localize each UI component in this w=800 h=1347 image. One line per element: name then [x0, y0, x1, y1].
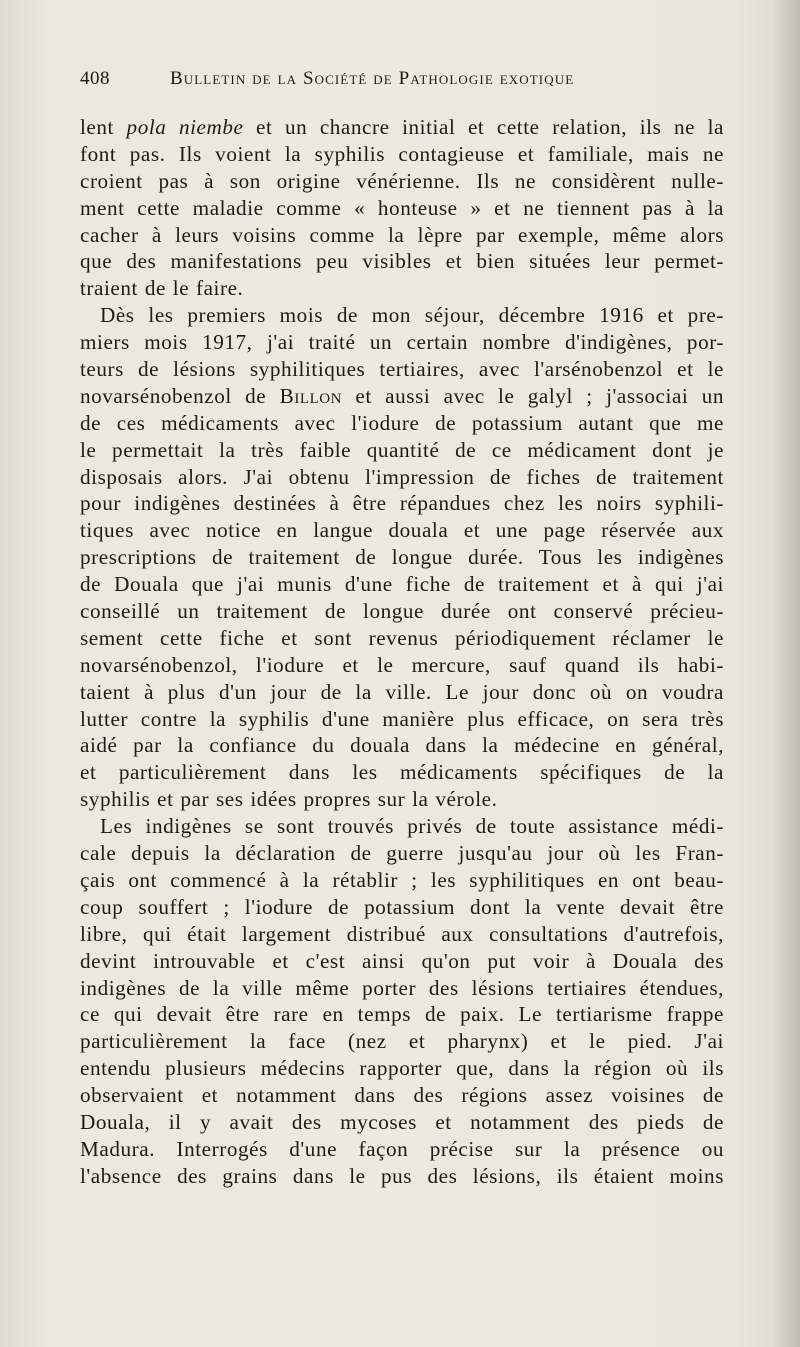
text-line: Madura. Interrogés d'une façon précise sur la présence ou — [80, 1136, 724, 1161]
text-line: ce qui devait être rare en temps de paix. Le tertiarisme frappe — [80, 1002, 724, 1027]
paragraph-first-line: Dès les premiers mois de mon séjour, décembre 1916 et pre- — [100, 303, 724, 328]
text-line: particulièrement la face (nez et pharynx) et le pied. J'ai — [80, 1029, 724, 1054]
journal-title: Bulletin de la Société de Pathologie exotique — [170, 68, 575, 89]
text-line: le permettait la très faible quantité de ce médicament dont je — [80, 437, 724, 462]
paragraph-first-line: Les indigènes se sont trouvés privés de toute assistance médi- — [100, 814, 724, 839]
body-text — [80, 114, 724, 1190]
running-head — [80, 68, 720, 96]
italic-term: pola niembe — [126, 115, 244, 139]
text-line: ment cette maladie comme « honteuse » et ne tiennent pas à la — [80, 195, 724, 220]
text-line: Douala, il y avait des mycoses et notamment des pieds de — [80, 1109, 724, 1134]
text-line: disposais alors. J'ai obtenu l'impression de fiches de traitement — [80, 464, 724, 489]
text-line: devint introuvable et c'est ainsi qu'on put voir à Douala des — [80, 948, 724, 973]
text-line: indigènes de la ville même porter des lésions tertiaires étendues, — [80, 975, 724, 1000]
text-line: font pas. Ils voient la syphilis contagieuse et familiale, mais ne — [80, 141, 724, 166]
text-line: tiques avec notice en langue douala et une page réservée aux — [80, 518, 724, 543]
text-line: cale depuis la déclaration de guerre jusqu'au jour où les Fran- — [80, 841, 724, 866]
text-line: novarsénobenzol, l'iodure et le mercure, sauf quand ils habi- — [80, 652, 724, 677]
text-line: prescriptions de traitement de longue durée. Tous les indigènes — [80, 545, 724, 570]
text-line: novarsénobenzol de Billon et aussi avec le galyl ; j'associai un — [80, 383, 724, 408]
text-line: pour indigènes destinées à être répandues chez les noirs syphili- — [80, 491, 724, 516]
text-line: lutter contre la syphilis d'une manière plus efficace, on sera très — [80, 706, 724, 731]
author-name: Billon — [279, 383, 343, 408]
text-line: de ces médicaments avec l'iodure de potassium autant que me — [80, 410, 724, 435]
text-line: lent pola niembe et un chancre initial et cette relation, ils ne la — [80, 115, 724, 139]
text-line: aidé par la confiance du douala dans la médecine en général, — [80, 733, 724, 758]
text-line: entendu plusieurs médecins rapporter que, dans la région où ils — [80, 1056, 724, 1081]
text-line: croient pas à son origine vénérienne. Ils ne considèrent nulle- — [80, 168, 724, 193]
text-line: teurs de lésions syphilitiques tertiaires, avec l'arsénobenzol et le — [80, 357, 724, 382]
text-line: libre, qui était largement distribué aux consultations d'autrefois, — [80, 921, 724, 946]
text-line: cacher à leurs voisins comme la lèpre par exemple, même alors — [80, 222, 724, 247]
text-line: l'absence des grains dans le pus des lésions, ils étaient moins — [80, 1163, 724, 1188]
text-line: traient de le faire. — [80, 276, 244, 301]
page-number: 408 — [80, 68, 110, 89]
text-line: que des manifestations peu visibles et bien situées leur permet- — [80, 249, 724, 274]
text-line: taient à plus d'un jour de la ville. Le jour donc où on voudra — [80, 679, 724, 704]
text-line: observaient et notamment dans des régions assez voisines de — [80, 1083, 724, 1108]
text-line: miers mois 1917, j'ai traité un certain nombre d'indigènes, por- — [80, 330, 724, 355]
text-line: conseillé un traitement de longue durée ont conservé précieu- — [80, 599, 724, 624]
text-line: de Douala que j'ai munis d'une fiche de traitement et à qui j'ai — [80, 572, 724, 597]
text-line: syphilis et par ses idées propres sur la vérole. — [80, 787, 498, 812]
text-line: çais ont commencé à la rétablir ; les syphilitiques en ont beau- — [80, 867, 724, 892]
text-line: coup souffert ; l'iodure de potassium dont la vente devait être — [80, 894, 724, 919]
text-line: sement cette fiche et sont revenus périodiquement réclamer le — [80, 625, 724, 650]
text-line: et particulièrement dans les médicaments spécifiques de la — [80, 760, 724, 785]
